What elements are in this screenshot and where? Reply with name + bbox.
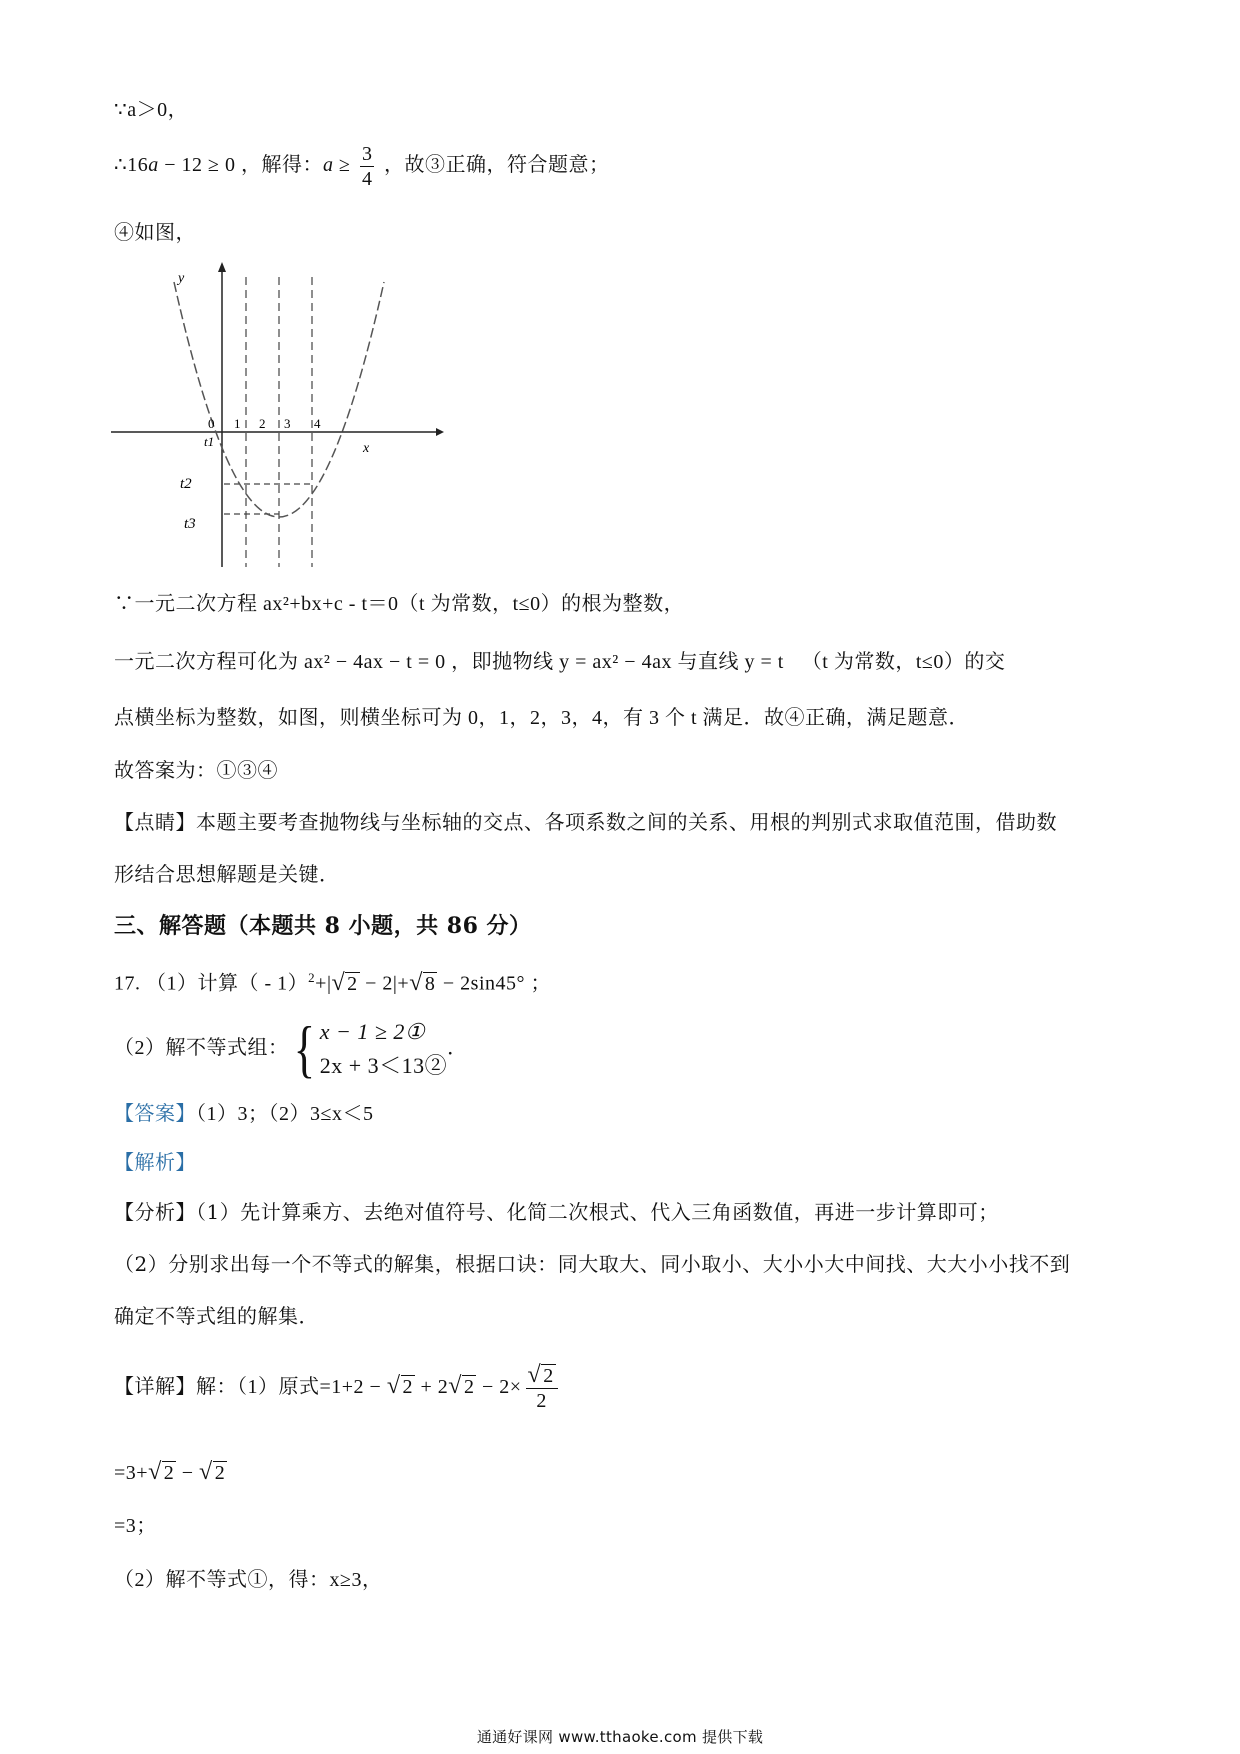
line-rewrite-equation: 一元二次方程可化为 ax² − 4ax − t = 0 ，即抛物线 y = ax² − 4ax 与直线 y = t （t 为常数，t≤0）的交 <box>114 651 1006 673</box>
x-axis-label: x <box>363 441 370 456</box>
inequality-system: x − 1 ≥ 2① 2x + 3＜13② <box>319 1019 448 1079</box>
sqrt-8: √ 8 <box>409 969 436 996</box>
t2-label: t2 <box>180 476 192 492</box>
tick-label-2: 2 <box>259 416 266 431</box>
origin-label: 0 <box>208 416 215 431</box>
x-axis-arrow-icon <box>436 428 444 436</box>
line-analysis-tag: 【解析】 <box>114 1150 196 1174</box>
fraction-sqrt2-over-2: $\frac{√ 2}{2}$ <box>526 1363 558 1413</box>
line-analysis-3: 确定不等式组的解集． <box>114 1304 319 1328</box>
line-answer: 故答案为：①③④ <box>114 758 278 782</box>
line-commentary-1: 【点睛】本题主要考查抛物线与坐标轴的交点、各项系数之间的关系、用根的判别式求取值范围，借助数 <box>114 810 1057 834</box>
line-figure-intro: ④如图， <box>114 220 196 244</box>
t3-label: t3 <box>184 516 196 532</box>
section-heading: 三、解答题（本题共 8 小题，共 86 分） <box>114 913 532 939</box>
sqrt-2: √ 2 <box>331 969 358 996</box>
brace-icon: { <box>293 1013 316 1085</box>
tick-label-3: 3 <box>284 416 291 431</box>
line-solution-4: （2）解不等式①，得：x≥3， <box>114 1569 383 1591</box>
page-footer: 通通好课网 www.tthaoke.com 提供下载 <box>476 1728 764 1746</box>
parabola-figure <box>106 262 446 572</box>
line-discriminant: ∴16a − 12 ≥ 0 ，解得：a ≥ $\frac{3}{4}$ ，故③正确，符合题意； <box>114 142 610 190</box>
line-answer-17: 【答案】（1）3；（2）3≤x＜5 <box>114 1103 374 1125</box>
line-solution-2: =3+√ 2 − √ 2 <box>114 1459 226 1485</box>
line-solution-1: 【详解】解：（1）原式=1+2 − √ 2 + 2√ 2 − 2× $\frac{√ 2}{2}$ <box>114 1356 562 1416</box>
fraction-three-fourths: $\frac{3}{4}$ <box>361 142 373 190</box>
line-equation-roots: ∵一元二次方程 ax²+bx+c - t＝0（t 为常数，t≤0）的根为整数， <box>114 593 685 615</box>
line-commentary-2: 形结合思想解题是关键． <box>114 862 340 886</box>
problem-17-part2: （2）解不等式组：{ x − 1 ≥ 2① 2x + 3＜13② ． <box>114 1013 468 1085</box>
tick-label-1: 1 <box>234 416 241 431</box>
line-analysis-2: （2）分别求出每一个不等式的解集，根据口诀：同大取大、同小取小、大小小大中间找、大大小小找不到 <box>114 1252 1071 1276</box>
problem-17-part1: 17. （1）计算（ - 1）$^2$+|√ 2 − 2|+√ 8 − 2sin45° ； <box>114 958 551 998</box>
line-solution-3: =3； <box>114 1515 157 1537</box>
y-axis-arrow-icon <box>218 262 226 272</box>
tick-label-4: 4 <box>314 416 321 431</box>
y-axis-label: y <box>178 271 185 286</box>
t1-label: t1 <box>204 434 215 449</box>
line-intersections: 点横坐标为整数，如图，则横坐标可为 0，1，2，3，4，有 3 个 t 满足．故④正确，满足题意． <box>114 707 970 729</box>
line-a-positive: ∵a＞0， <box>114 99 189 121</box>
line-analysis-1: 【分析】（1）先计算乘方、去绝对值符号、化简二次根式、代入三角函数值，再进一步计算即可； <box>114 1200 999 1224</box>
